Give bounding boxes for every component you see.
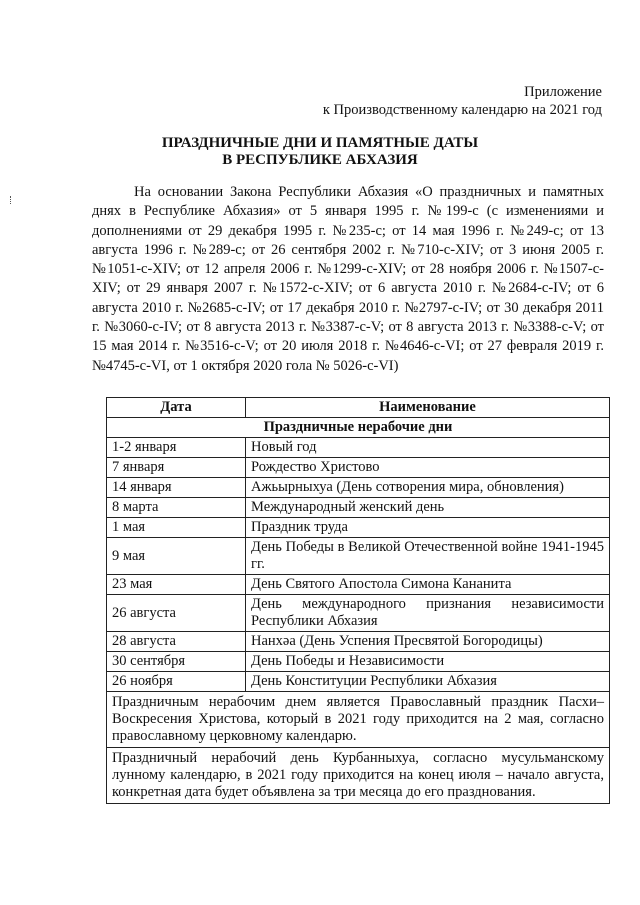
holiday-name: Международный женский день [246,498,610,518]
note-row [107,748,610,804]
holiday-date: 26 ноября [107,672,246,692]
table-row [107,652,610,672]
appendix-note [323,83,602,119]
intro-text: На основании Закона Республики Абхазия «О праздничных и памятных днях в Республике Абхазия» от 5 января 1995 г. №199-с (с изменениями и дополнениями от 29 декабря 1995 г. №235-с; от 14 мая 1996 г. №249-с; от 13 августа 1996 г. №289-с; от 26 сентября 2002 г. №710-с-XIV; от 3 июня 2005 г. №1051-с-XIV; от 12 апреля 2006 г. №1299-с-XIV; от 28 ноября 2006 г. №1507-с-XIV; от 29 января 2007 г. №1572-с-XIV; от 6 августа 2010 г. №2684-с-IV; от 6 августа 2010 г. №2685-с-IV; от 17 декабря 2010 г. №2797-с-IV; от 30 декабря 2011 г. №3060-с-IV; от 8 августа 2013 г. №3387-с-V; от 8 августа 2013 г. №3388-с-V; от 15 мая 2014 г. №3516-с-V; от 20 июля 2018 г. №4646-с-VI; от 27 февраля 2019 г. №4745-с-VI, от 1 октября 2020 гола № 5026-с-VI) [92,184,604,374]
table-row [107,458,610,478]
holiday-date: 7 января [107,458,246,478]
easter-note: Праздничным нерабочим днем является Православный праздник Пасхи–Воскресения Христова, который в 2021 году приходится на 2 мая, согласно православному церковному календарю. [107,692,610,748]
table-row [107,672,610,692]
holiday-name: Праздник труда [246,518,610,538]
holiday-date: 9 мая [107,538,246,575]
intro-paragraph [92,183,604,376]
title-line-1: ПРАЗДНИЧНЫЕ ДНИ И ПАМЯТНЫЕ ДАТЫ [161,135,479,151]
section-title: Праздничные нерабочие дни [107,418,610,438]
section-row [107,418,610,438]
table-row [107,595,610,632]
table-row [107,498,610,518]
holiday-name: День Победы в Великой Отечественной войне 1941-1945 гг. [246,538,610,575]
holiday-name: День Конституции Республики Абхазия [246,672,610,692]
holiday-date: 26 августа [107,595,246,632]
document-title [0,135,640,169]
table-row [107,538,610,575]
table-row [107,438,610,458]
holiday-name: Новый год [246,438,610,458]
column-header-date: Дата [107,398,246,418]
note-row [107,692,610,748]
table-row [107,518,610,538]
holiday-name: День международного признания независимости Республики Абхазия [246,595,610,632]
holiday-date: 30 сентября [107,652,246,672]
holiday-name: Рождество Христово [246,458,610,478]
holiday-date: 23 мая [107,575,246,595]
holiday-date: 28 августа [107,632,246,652]
column-header-name: Наименование [246,398,610,418]
holiday-name: День Победы и Независимости [246,652,610,672]
table-header-row [107,398,610,418]
holiday-name: Ажьырныхуа (День сотворения мира, обновления) [246,478,610,498]
holiday-date: 14 января [107,478,246,498]
holiday-date: 8 марта [107,498,246,518]
title-line-2: В РЕСПУБЛИКЕ АБХАЗИЯ [222,152,418,168]
holiday-name: Нанхәа (День Успения Пресвятой Богородицы) [246,632,610,652]
holidays-table [106,397,610,804]
appendix-line-2: к Производственному календарю на 2021 год [322,102,602,118]
kurban-note: Праздничный нерабочий день Курбанныхуа, согласно мусульманскому лунному календарю, в 2021 году приходится на конец июля – начало августа, конкретная дата будет объявлена за три месяца до его празднования. [107,748,610,804]
holiday-date: 1 мая [107,518,246,538]
table-row [107,478,610,498]
holiday-date: 1-2 января [107,438,246,458]
appendix-line-1: Приложение [524,84,602,100]
table-row [107,632,610,652]
scan-margin-mark [10,196,13,204]
holiday-name: День Святого Апостола Симона Кананита [246,575,610,595]
table-row [107,575,610,595]
